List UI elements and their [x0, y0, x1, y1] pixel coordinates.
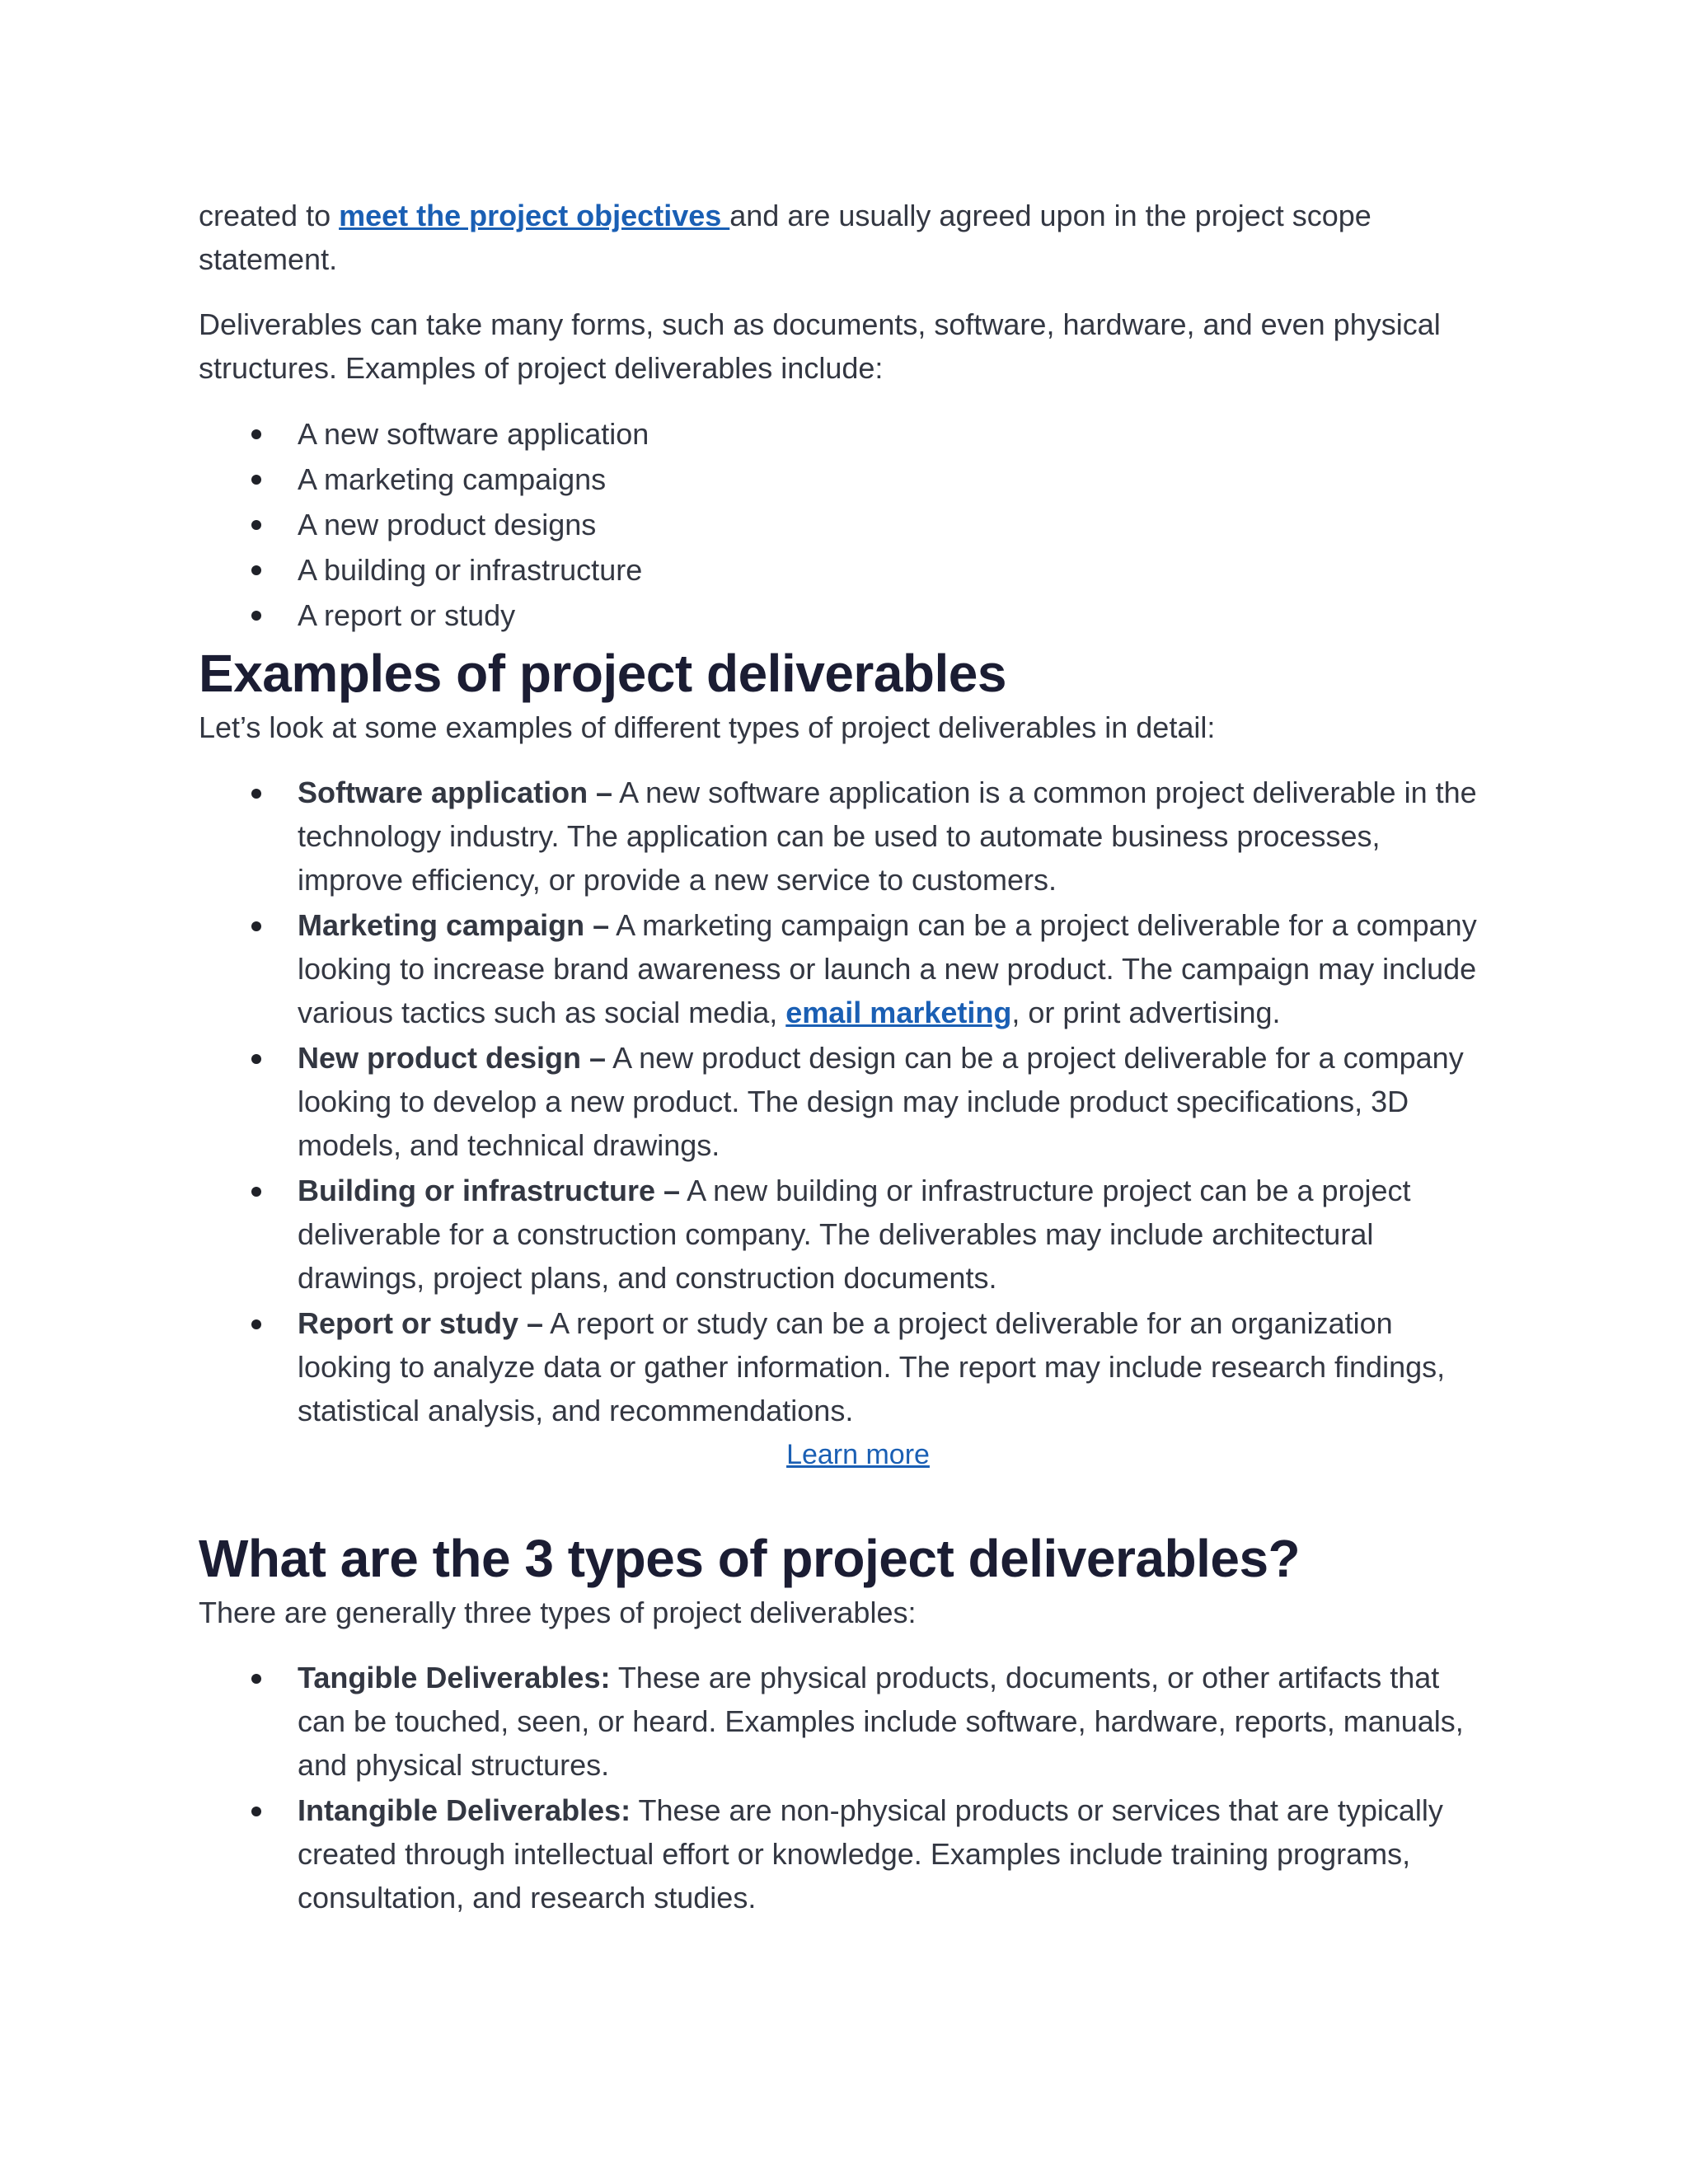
examples-list: [199, 771, 1493, 1432]
learn-more-container: [199, 1434, 1493, 1475]
deliverables-list: [199, 411, 1493, 638]
bullet-icon: [251, 565, 261, 575]
section-heading-types: What are the 3 types of project deliverables?: [199, 1529, 1301, 1588]
types-lead: There are generally three types of project deliverables:: [199, 1596, 917, 1629]
item-term: Report or study –: [298, 1306, 544, 1340]
list-item: A building or infrastructure: [199, 547, 1493, 593]
list-item: A new product designs: [199, 502, 1493, 547]
item-term: Building or infrastructure –: [298, 1174, 681, 1207]
intro-text-end: and are usually agreed upon in the project scope statement.: [199, 199, 1372, 276]
bullet-icon: [251, 1187, 261, 1197]
forms-paragraph: Deliverables can take many forms, such as documents, software, hardware, and even physical structures. Examples of project deliverables include:: [199, 307, 1441, 385]
list-item: Report or study – A report or study can be a project deliverable for an organization looking to analyze data or gather information. The report may include research findings, statistical analysis, and recommendations.: [199, 1301, 1493, 1432]
list-item: A report or study: [199, 593, 1493, 638]
item-term: Intangible Deliverables:: [298, 1793, 631, 1827]
list-item: Marketing campaign – A marketing campaign can be a project deliverable for a company looking to increase brand awareness or launch a new product. The campaign may include various tactics such as social media, email marketing, or print advertising.: [199, 903, 1493, 1034]
list-item: Software application – A new software application is a common project deliverable in the technology industry. The application can be used to automate business processes, improve efficiency, or provide a new service to customers.: [199, 771, 1493, 902]
list-item: Intangible Deliverables: These are non-physical products or services that are typically created through intellectual effort or knowledge. Examples include training programs, consultation, and research studies.: [199, 1788, 1493, 1919]
bullet-icon: [251, 429, 261, 439]
types-list: [199, 1656, 1493, 1919]
item-term: New product design –: [298, 1041, 607, 1075]
bullet-icon: [251, 1054, 261, 1064]
list-item: A new software application: [199, 411, 1493, 457]
meet-project-objectives-link[interactable]: meet the project objectives: [339, 199, 730, 232]
examples-lead: Let’s look at some examples of different types of project deliverables in detail:: [199, 710, 1216, 744]
list-item: A marketing campaigns: [199, 457, 1493, 502]
list-item: Tangible Deliverables: These are physical products, documents, or other artifacts that can be touched, seen, or heard. Examples include software, hardware, reports, manuals, and physical structures.: [199, 1656, 1493, 1787]
intro-text-start: created to: [199, 199, 340, 232]
bullet-icon: [251, 921, 261, 931]
bullet-icon: [251, 1807, 261, 1816]
bullet-icon: [251, 1319, 261, 1329]
bullet-icon: [251, 1674, 261, 1684]
document-page: [199, 194, 1493, 1921]
section-heading-examples: Examples of project deliverables: [199, 644, 1006, 703]
bullet-icon: [251, 611, 261, 621]
intro-paragraph: [199, 194, 1493, 281]
item-term: Software application –: [298, 776, 613, 809]
item-term: Tangible Deliverables:: [298, 1661, 611, 1694]
list-item: Building or infrastructure – A new building or infrastructure project can be a project deliverable for a construction company. The deliverables may include architectural drawings, project plans, and construction documents.: [199, 1169, 1493, 1300]
bullet-icon: [251, 520, 261, 530]
item-term: Marketing campaign –: [298, 908, 610, 942]
learn-more-link[interactable]: Learn more: [786, 1439, 930, 1470]
email-marketing-link[interactable]: email marketing: [785, 996, 1012, 1029]
list-item: New product design – A new product design can be a project deliverable for a company looking to develop a new product. The design may include product specifications, 3D models, and technical drawings.: [199, 1036, 1493, 1167]
bullet-icon: [251, 475, 261, 485]
bullet-icon: [251, 789, 261, 799]
